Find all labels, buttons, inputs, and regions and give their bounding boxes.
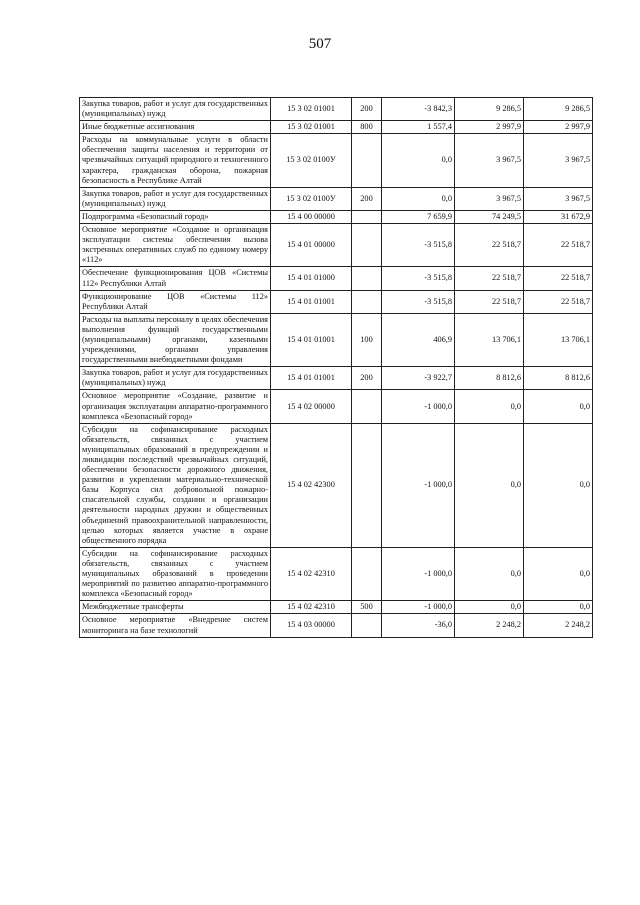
row-amount-3: 0,0: [524, 601, 593, 614]
row-code: 15 4 02 42310: [271, 547, 352, 600]
row-amount-1: -3 515,8: [382, 267, 455, 290]
row-amount-3: 3 967,5: [524, 134, 593, 187]
row-amount-2: 22 518,7: [455, 290, 524, 313]
row-amount-3: 0,0: [524, 547, 593, 600]
table-row: [80, 121, 593, 134]
row-code: 15 4 01 01000: [271, 267, 352, 290]
row-amount-2: 8 812,6: [455, 367, 524, 390]
row-expense-type: [352, 134, 382, 187]
row-amount-2: 13 706,1: [455, 313, 524, 366]
table-row: [80, 614, 593, 637]
table-row: [80, 290, 593, 313]
row-amount-3: 8 812,6: [524, 367, 593, 390]
row-amount-2: 0,0: [455, 601, 524, 614]
row-expense-type: [352, 614, 382, 637]
row-amount-1: -1 000,0: [382, 390, 455, 423]
table-row: [80, 187, 593, 210]
row-amount-2: 9 286,5: [455, 98, 524, 121]
row-amount-3: 22 518,7: [524, 290, 593, 313]
row-amount-3: 31 672,9: [524, 210, 593, 223]
row-amount-3: 2 997,9: [524, 121, 593, 134]
row-code: 15 3 02 01001: [271, 121, 352, 134]
row-amount-1: 0,0: [382, 187, 455, 210]
row-name: Обеспечение функционирования ЦОВ «Системы 112» Республики Алтай: [80, 267, 271, 290]
row-code: 15 4 01 01001: [271, 290, 352, 313]
row-name: Межбюджетные трансферты: [80, 601, 271, 614]
row-expense-type: 200: [352, 367, 382, 390]
row-amount-3: 0,0: [524, 423, 593, 547]
row-amount-2: 2 997,9: [455, 121, 524, 134]
row-amount-1: -1 000,0: [382, 423, 455, 547]
row-code: 15 3 02 0100У: [271, 187, 352, 210]
table-row: [80, 313, 593, 366]
row-code: 15 4 01 01001: [271, 313, 352, 366]
row-name: Закупка товаров, работ и услуг для государственных (муниципальных) нужд: [80, 187, 271, 210]
row-expense-type: 200: [352, 98, 382, 121]
table-row: [80, 134, 593, 187]
row-name: Основное мероприятие «Внедрение систем мониторинга на базе технологий: [80, 614, 271, 637]
row-amount-2: 3 967,5: [455, 187, 524, 210]
row-amount-1: 406,9: [382, 313, 455, 366]
row-amount-1: -36,0: [382, 614, 455, 637]
table-row: [80, 367, 593, 390]
row-name: Субсидии на софинансирование расходных обязательств, связанных с участием муниципальных образований в проведении мероприятий по развитию аппаратно-программного комплекса «Безопасный город»: [80, 547, 271, 600]
row-amount-2: 74 249,5: [455, 210, 524, 223]
row-expense-type: [352, 210, 382, 223]
row-amount-2: 0,0: [455, 547, 524, 600]
row-name: Функционирование ЦОВ «Системы 112» Республики Алтай: [80, 290, 271, 313]
row-code: 15 4 02 42310: [271, 601, 352, 614]
row-amount-1: -3 515,8: [382, 224, 455, 267]
row-name: Подпрограмма «Безопасный город»: [80, 210, 271, 223]
row-amount-3: 3 967,5: [524, 187, 593, 210]
row-name: Расходы на коммунальные услуги в области обеспечения защиты населения и территории от чрезвычайных ситуаций природного и техногенного характера, гражданская оборона, пожарная безопасность в Республике Алтай: [80, 134, 271, 187]
table-row: [80, 267, 593, 290]
row-expense-type: 200: [352, 187, 382, 210]
row-expense-type: [352, 390, 382, 423]
row-code: 15 4 02 00000: [271, 390, 352, 423]
row-amount-1: -1 000,0: [382, 601, 455, 614]
row-code: 15 3 02 01001: [271, 98, 352, 121]
row-amount-1: -1 000,0: [382, 547, 455, 600]
row-name: Субсидии на софинансирование расходных обязательств, связанных с участием муниципальных образований в предупреждении и ликвидации последствий чрезвычайных ситуаций, обеспечении безопасности дорожного движения, развитии и укреплении материально-технической базы Корпуса сил добровольной пожарно-спасательной службы, создании и организации деятельности народных дружин и общественных объединений правоохранительной направленности, целью которых является участие в охране общественного порядка: [80, 423, 271, 547]
row-expense-type: 100: [352, 313, 382, 366]
page-number: 507: [308, 36, 332, 52]
row-name: Иные бюджетные ассигнования: [80, 121, 271, 134]
row-amount-1: 1 557,4: [382, 121, 455, 134]
row-expense-type: [352, 547, 382, 600]
table-row: [80, 601, 593, 614]
row-amount-2: 0,0: [455, 390, 524, 423]
table-row: [80, 423, 593, 547]
row-amount-3: 0,0: [524, 390, 593, 423]
row-expense-type: [352, 290, 382, 313]
table-row: [80, 210, 593, 223]
row-code: 15 4 01 01001: [271, 367, 352, 390]
row-amount-3: 13 706,1: [524, 313, 593, 366]
row-name: Основное мероприятие «Создание, развитие и организация эксплуатации аппаратно-программного комплекса «Безопасный город»: [80, 390, 271, 423]
table-row: [80, 547, 593, 600]
row-amount-3: 22 518,7: [524, 267, 593, 290]
row-amount-3: 9 286,5: [524, 98, 593, 121]
row-expense-type: 800: [352, 121, 382, 134]
table-row: [80, 224, 593, 267]
table-row: [80, 98, 593, 121]
row-amount-2: 2 248,2: [455, 614, 524, 637]
row-expense-type: [352, 224, 382, 267]
row-amount-2: 3 967,5: [455, 134, 524, 187]
row-amount-2: 22 518,7: [455, 224, 524, 267]
row-amount-1: 0,0: [382, 134, 455, 187]
row-name: Расходы на выплаты персоналу в целях обеспечения выполнения функций государственными (муниципальными) органами, казенными учреждениями, органами управления государственными внебюджетными фондами: [80, 313, 271, 366]
row-amount-2: 0,0: [455, 423, 524, 547]
row-amount-2: 22 518,7: [455, 267, 524, 290]
row-expense-type: [352, 267, 382, 290]
row-amount-3: 2 248,2: [524, 614, 593, 637]
row-amount-1: -3 515,8: [382, 290, 455, 313]
row-code: 15 4 01 00000: [271, 224, 352, 267]
row-amount-3: 22 518,7: [524, 224, 593, 267]
row-name: Закупка товаров, работ и услуг для государственных (муниципальных) нужд: [80, 367, 271, 390]
budget-table: [79, 97, 593, 638]
row-expense-type: [352, 423, 382, 547]
row-name: Закупка товаров, работ и услуг для государственных (муниципальных) нужд: [80, 98, 271, 121]
row-expense-type: 500: [352, 601, 382, 614]
row-code: 15 4 03 00000: [271, 614, 352, 637]
row-amount-1: -3 842,3: [382, 98, 455, 121]
row-code: 15 3 02 0100У: [271, 134, 352, 187]
row-code: 15 4 00 00000: [271, 210, 352, 223]
row-name: Основное мероприятие «Создание и организация эксплуатации системы обеспечения вызова экстренных оперативных служб по единому номеру «112»: [80, 224, 271, 267]
row-code: 15 4 02 42300: [271, 423, 352, 547]
row-amount-1: 7 659,9: [382, 210, 455, 223]
row-amount-1: -3 922,7: [382, 367, 455, 390]
table-row: [80, 390, 593, 423]
